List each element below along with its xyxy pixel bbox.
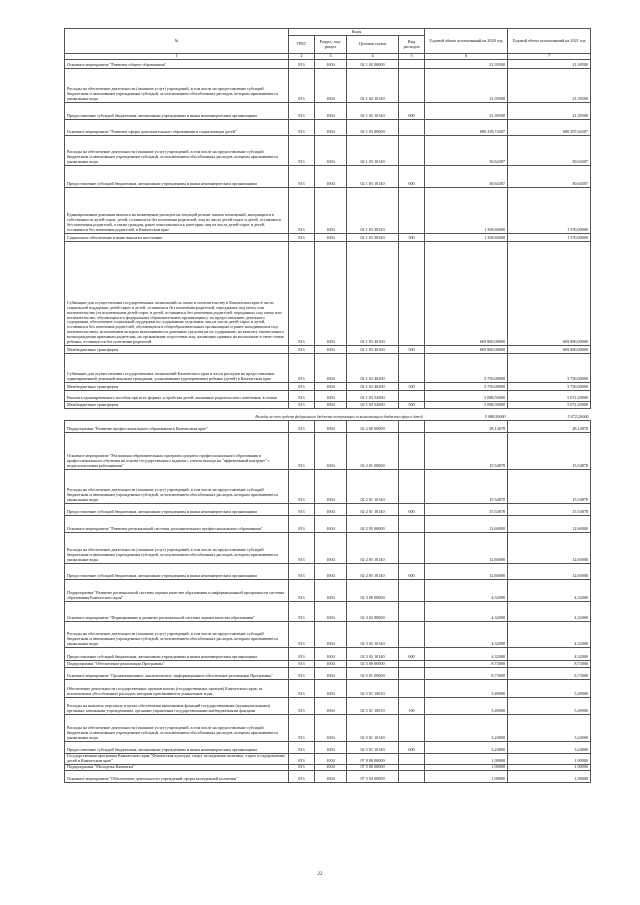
- row-cs: 02 2 05 00000: [347, 516, 399, 533]
- row-cs: 02 1 03 40160: [347, 242, 399, 346]
- row-amount-2020: 669 860,00000: [425, 346, 508, 354]
- row-amount-2020: 4,32000: [425, 602, 508, 622]
- row-amount-2020: 12,60000: [425, 564, 508, 580]
- row-name: Предоставление субсидий бюджетным, автономным учреждениям и иным некоммерческим организациям: [65, 166, 289, 188]
- header-name: №: [65, 29, 289, 54]
- row-cs: 02 3 02 00000: [347, 602, 399, 622]
- row-amount-2020: 3,24000: [425, 742, 508, 754]
- table-row: [65, 754, 591, 765]
- row-cs: 02 5 01 10010: [347, 698, 399, 715]
- row-grbs: 813: [289, 715, 315, 742]
- row-razdel: 1004: [315, 764, 347, 770]
- row-grbs: 813: [289, 661, 315, 668]
- row-razdel: 1004: [315, 234, 347, 242]
- table-row: [65, 470, 591, 504]
- row-name: Государственная программа Камчатского края "Физическая культура, спорт, молодежная политика, отдых и оздоровление детей в Камчатском крае": [65, 754, 289, 765]
- row-amount-2020: 669 860,00000: [425, 242, 508, 346]
- row-amount-2020: 12,60000: [425, 516, 508, 533]
- row-grbs: 813: [289, 668, 315, 680]
- row-razdel: 1004: [315, 166, 347, 188]
- row-grbs: 813: [289, 60, 315, 69]
- row-amount-2021: 15,54878: [508, 470, 591, 504]
- table-row: [65, 103, 591, 120]
- row-name: Основное мероприятие "Развитие общего образования": [65, 60, 289, 69]
- row-amount-2020: 15,54878: [425, 504, 508, 516]
- row-amount-2021: 1 570,00000: [508, 234, 591, 242]
- row-amount-2020: 3,24000: [425, 715, 508, 742]
- table-row: [65, 648, 591, 661]
- row-amount-2020: 5 088,50000: [425, 402, 508, 409]
- row-razdel: 1004: [315, 103, 347, 120]
- row-grbs: 813: [289, 421, 315, 433]
- row-cs: 02 2 01 10140: [347, 504, 399, 516]
- row-amount-2020: 1 309,60000: [425, 188, 508, 234]
- row-vr: [399, 69, 425, 103]
- table-row: [65, 166, 591, 188]
- row-razdel: 1004: [315, 516, 347, 533]
- row-amount-2021: 15,54878: [508, 504, 591, 516]
- row-cs: 02 1 02 10140: [347, 69, 399, 103]
- row-name: Субвенции для осуществления государственных полномочий по опеке и попечительству в Камчатском крае в части социальной поддержки детей-сирот и детей, оставшихся без попечения родителей, переданных под опеку или попечительство (за исключением детей-сирот и детей, оставшихся без попечения родителей, переданных под опеку или попечительство, обучающихся в федеральных образовательных организациях), по предоставлению денежного содержания, обеспечение социальной поддержки по содержанию отдельных лиц из числа детей-сирот и детей, оставшихся без попечения родителей, обучающихся в общеобразовательных организациях и ранее находившихся под попечительством, исполнением которых выплачиваются денежные средства на их содержание, на выплату ежемесячного вознаграждения приемным родителям, на организацию подготовки лиц, желающих принять на воспитание в свою семью ребенка, оставшегося без попечения родителей: [65, 242, 289, 346]
- row-grbs: 813: [289, 242, 315, 346]
- row-grbs: 813: [289, 742, 315, 754]
- row-grbs: 813: [289, 234, 315, 242]
- row-amount-2020: 21,39500: [425, 60, 508, 69]
- table-row: [65, 533, 591, 564]
- row-name: Социальное обеспечение и иные выплаты населению: [65, 234, 289, 242]
- row-razdel: 1004: [315, 136, 347, 166]
- row-razdel: 1004: [315, 120, 347, 136]
- row-razdel: 1004: [315, 668, 347, 680]
- row-vr: 600: [399, 504, 425, 516]
- row-amount-2021: 680 287,64307: [508, 120, 591, 136]
- row-amount-2020: 30,64307: [425, 136, 508, 166]
- row-cs: 02 5 01 00000: [347, 668, 399, 680]
- row-amount-2021: 15,54878: [508, 433, 591, 470]
- row-amount-2021: 12,60000: [508, 564, 591, 580]
- row-amount-2020: 1,90000: [425, 770, 508, 782]
- row-razdel: 1004: [315, 60, 347, 69]
- row-vr: [399, 120, 425, 136]
- table-row: [65, 391, 591, 402]
- row-grbs: 813: [289, 402, 315, 409]
- row-cs: 02 5 01 10010: [347, 680, 399, 698]
- row-cs: 02 5 01 10140: [347, 742, 399, 754]
- row-amount-2021: 1 570,00000: [508, 188, 591, 234]
- table-row: [65, 622, 591, 648]
- row-name: Расходы на обеспечение деятельности (оказание услуг) учреждений, в том числе на предоставление субсидий бюджетным и автономным учреждениям субсидий, за исключением обособленных расходов, которым присваиваются уникальные коды: [65, 622, 289, 648]
- row-name: Основное мероприятие "Реализация образовательных программ среднего профессионального образования и профессионального обучения на основе государственного задания с учетом выхода на "эффективный контракт" с педагогическими работниками": [65, 433, 289, 470]
- row-cs: 02 2 00 00000: [347, 421, 399, 433]
- row-grbs: 813: [289, 504, 315, 516]
- row-cs: 02 1 03 00000: [347, 120, 399, 136]
- index-cell: 4: [347, 54, 399, 60]
- header-2021: Годовой объем ассигнований на 2021 год: [508, 29, 591, 54]
- row-name: Выплата единовременного пособия при всех формах устройства детей, лишенных родительского попечения, в семью: [65, 391, 289, 402]
- row-vr: [399, 433, 425, 470]
- table-row: [65, 242, 591, 346]
- table-row: [65, 421, 591, 433]
- note-text: Расходы за счет средств федерального бюджета поступающих из вышестоящего бюджета сфере и детей: [65, 409, 425, 421]
- table-row: [65, 564, 591, 580]
- row-grbs: 813: [289, 580, 315, 602]
- row-cs: 02 2 05 10140: [347, 533, 399, 564]
- row-amount-2021: 30,64307: [508, 136, 591, 166]
- row-vr: [399, 715, 425, 742]
- row-razdel: 1004: [315, 648, 347, 661]
- row-name: Предоставление субсидий бюджетным, автономным учреждениям и иным некоммерческим организациям: [65, 742, 289, 754]
- row-razdel: 1004: [315, 346, 347, 354]
- row-grbs: 813: [289, 103, 315, 120]
- row-vr: [399, 533, 425, 564]
- row-vr: [399, 622, 425, 648]
- row-amount-2020: 21,39500: [425, 69, 508, 103]
- row-name: Основное мероприятие "Формирование и развитие региональной системы оценки качества образования": [65, 602, 289, 622]
- table-row: [65, 661, 591, 668]
- row-amount-2021: 4,32000: [508, 602, 591, 622]
- table-row: [65, 680, 591, 698]
- row-amount-2021: 1,90000: [508, 754, 591, 765]
- row-amount-2021: 1,90000: [508, 764, 591, 770]
- row-vr: [399, 242, 425, 346]
- row-grbs: 813: [289, 764, 315, 770]
- row-cs: 02 1 03 20320: [347, 234, 399, 242]
- row-razdel: 1004: [315, 622, 347, 648]
- row-amount-2020: 5,49000: [425, 698, 508, 715]
- row-razdel: 1004: [315, 754, 347, 765]
- row-amount-2021: 1,90000: [508, 770, 591, 782]
- row-razdel: 1004: [315, 698, 347, 715]
- row-cs: 02 1 02 10140: [347, 103, 399, 120]
- row-grbs: 813: [289, 533, 315, 564]
- table-row: [65, 136, 591, 166]
- budget-table: [64, 28, 591, 783]
- row-amount-2021: 30,64307: [508, 166, 591, 188]
- row-vr: [399, 391, 425, 402]
- index-cell: 2: [289, 54, 315, 60]
- row-amount-2021: 3 750,00000: [508, 354, 591, 383]
- row-grbs: 813: [289, 680, 315, 698]
- row-cs: 02 2 01 00000: [347, 433, 399, 470]
- index-cell: 1: [65, 54, 289, 60]
- row-razdel: 1004: [315, 715, 347, 742]
- header-codes: Коды: [289, 29, 425, 36]
- row-amount-2021: 12,60000: [508, 533, 591, 564]
- row-name: Предоставление субсидий бюджетным, автономным учреждениям и иным некоммерческим организациям: [65, 504, 289, 516]
- row-cs: 02 1 03 52600: [347, 391, 399, 402]
- row-amount-2021: 12,60000: [508, 516, 591, 533]
- row-cs: 02 1 03 40200: [347, 354, 399, 383]
- row-razdel: 1004: [315, 580, 347, 602]
- row-cs: 02 1 02 00000: [347, 60, 399, 69]
- row-cs: 02 2 01 10140: [347, 470, 399, 504]
- header-cs: Целевая статья: [347, 36, 399, 54]
- row-grbs: 813: [289, 120, 315, 136]
- row-razdel: 1004: [315, 602, 347, 622]
- row-vr: 600: [399, 648, 425, 661]
- row-name: Межбюджетные трансферты: [65, 402, 289, 409]
- row-amount-2020: 15,54878: [425, 433, 508, 470]
- row-amount-2020: 4,32000: [425, 622, 508, 648]
- row-grbs: 813: [289, 564, 315, 580]
- row-vr: [399, 580, 425, 602]
- table-row: [65, 770, 591, 782]
- table-row: [65, 60, 591, 69]
- row-amount-2020: 8,73000: [425, 668, 508, 680]
- row-razdel: 1004: [315, 242, 347, 346]
- table-row: [65, 742, 591, 754]
- budget-table-body: [65, 60, 591, 783]
- row-amount-2021: 4,32000: [508, 580, 591, 602]
- row-name: Предоставление субсидий бюджетным, автономным учреждениям и иным некоммерческим организациям: [65, 648, 289, 661]
- row-cs: 02 5 01 10140: [347, 715, 399, 742]
- row-vr: 300: [399, 234, 425, 242]
- row-razdel: 1004: [315, 742, 347, 754]
- table-row: [65, 354, 591, 383]
- row-grbs: 813: [289, 602, 315, 622]
- row-grbs: 813: [289, 698, 315, 715]
- row-name: Основное мероприятие "Обеспечение деятельности учреждений сферы молодежной политики": [65, 770, 289, 782]
- row-amount-2021: 3,24000: [508, 715, 591, 742]
- row-grbs: 813: [289, 622, 315, 648]
- table-row: [65, 668, 591, 680]
- row-name: Субвенции для осуществления государственных полномочий Камчатского края в части расходов на предоставление единовременной денежной выплаты гражданам, усыновившим (удочерившим) ребенка (детей) в Камчатском крае: [65, 354, 289, 383]
- row-vr: [399, 516, 425, 533]
- row-grbs: 813: [289, 354, 315, 383]
- row-amount-2020: 4,32000: [425, 580, 508, 602]
- table-row: [65, 433, 591, 470]
- row-cs: 02 5 00 00000: [347, 661, 399, 668]
- row-vr: 500: [399, 346, 425, 354]
- row-cs: 02 1 03 52600: [347, 402, 399, 409]
- row-name: Расходы на выплаты персоналу в целях обеспечения выполнения функций государственными (муниципальными) органами, казенными учреждениями, органами управления государственными внебюджетными фондами: [65, 698, 289, 715]
- row-vr: 600: [399, 103, 425, 120]
- row-grbs: 813: [289, 69, 315, 103]
- index-cell: 6: [425, 54, 508, 60]
- row-grbs: 813: [289, 470, 315, 504]
- row-amount-2020: 8,73000: [425, 661, 508, 668]
- row-vr: [399, 770, 425, 782]
- row-vr: [399, 470, 425, 504]
- row-name: Основное мероприятие "Организационное, аналитическое, информационное обеспечение реализации Программы": [65, 668, 289, 680]
- row-razdel: 1004: [315, 470, 347, 504]
- row-amount-2021: 8,73000: [508, 668, 591, 680]
- row-amount-2021: 28,14878: [508, 421, 591, 433]
- row-vr: [399, 136, 425, 166]
- row-name: Подпрограмма "Развитие региональной системы оценки качества образования и информационной прозрачности системы образования Камчатского края": [65, 580, 289, 602]
- row-name: Предоставление субсидий бюджетным, автономным учреждениям и иным некоммерческим организациям: [65, 564, 289, 580]
- row-razdel: 1004: [315, 383, 347, 391]
- row-amount-2020: 30,64307: [425, 166, 508, 188]
- row-razdel: 1004: [315, 391, 347, 402]
- row-vr: [399, 680, 425, 698]
- row-amount-2020: 3 750,00000: [425, 383, 508, 391]
- row-razdel: 1004: [315, 433, 347, 470]
- table-row: [65, 504, 591, 516]
- header-razdel: Раздел, под-раздел: [315, 36, 347, 54]
- row-name: Основное мероприятие "Развитие региональной системы дополнительного профессионального образования": [65, 516, 289, 533]
- table-row: [65, 698, 591, 715]
- row-cs: 02 1 03 20320: [347, 188, 399, 234]
- row-razdel: 1004: [315, 188, 347, 234]
- row-grbs: 813: [289, 516, 315, 533]
- row-amount-2021: 669 860,00000: [508, 346, 591, 354]
- note-amount-2020: 5 088,50000: [425, 409, 508, 421]
- row-amount-2020: 5 088,50000: [425, 391, 508, 402]
- table-row: [65, 383, 591, 391]
- row-vr: 600: [399, 564, 425, 580]
- row-name: Межбюджетные трансферты: [65, 346, 289, 354]
- table-row: [65, 580, 591, 602]
- row-cs: 02 1 03 10140: [347, 166, 399, 188]
- row-amount-2021: 3 750,00000: [508, 383, 591, 391]
- row-amount-2020: 1 309,60000: [425, 234, 508, 242]
- row-cs: 02 2 05 10140: [347, 564, 399, 580]
- row-grbs: 813: [289, 391, 315, 402]
- row-grbs: 813: [289, 136, 315, 166]
- row-amount-2020: 5,49000: [425, 680, 508, 698]
- table-row: [65, 69, 591, 103]
- row-amount-2020: 12,60000: [425, 533, 508, 564]
- row-vr: 600: [399, 166, 425, 188]
- row-vr: 100: [399, 698, 425, 715]
- header-grbs: ГРБС: [289, 36, 315, 54]
- row-vr: [399, 754, 425, 765]
- table-row: [65, 120, 591, 136]
- row-cs: 07 0 00 00000: [347, 754, 399, 765]
- row-vr: [399, 668, 425, 680]
- row-amount-2020: 28,14878: [425, 421, 508, 433]
- row-amount-2020: 15,54878: [425, 470, 508, 504]
- row-amount-2021: 5 072,20000: [508, 391, 591, 402]
- row-razdel: 1004: [315, 680, 347, 698]
- row-vr: [399, 60, 425, 69]
- row-razdel: 1004: [315, 421, 347, 433]
- row-cs: 02 1 03 10140: [347, 136, 399, 166]
- row-vr: [399, 421, 425, 433]
- row-grbs: 813: [289, 770, 315, 782]
- row-name: Расходы на обеспечение деятельности (оказание услуг) учреждений, в том числе на предоставление субсидий бюджетным и автономным учреждениям субсидий, за исключением обособленных расходов, которым присваиваются уникальные коды: [65, 136, 289, 166]
- row-vr: 500: [399, 383, 425, 391]
- row-cs: 02 3 02 10140: [347, 648, 399, 661]
- row-grbs: 813: [289, 188, 315, 234]
- row-amount-2020: 4,32000: [425, 648, 508, 661]
- row-amount-2021: 5 072,20000: [508, 402, 591, 409]
- row-name: Расходы на обеспечение деятельности (оказание услуг) учреждений, в том числе на предоставление субсидий бюджетным и автономным учреждениям субсидий, за исключением обособленных расходов, которым присваиваются уникальные коды: [65, 715, 289, 742]
- row-name: Подпрограмма "Молодежь Камчатки": [65, 764, 289, 770]
- index-cell: 3: [315, 54, 347, 60]
- row-razdel: 1004: [315, 354, 347, 383]
- row-razdel: 1004: [315, 504, 347, 516]
- row-vr: 500: [399, 402, 425, 409]
- row-razdel: 1004: [315, 770, 347, 782]
- row-name: Расходы на обеспечение деятельности (оказание услуг) учреждений, в том числе на предоставление субсидий бюджетным и автономным учреждениям субсидий, за исключением обособленных расходов, которым присваиваются уникальные коды: [65, 533, 289, 564]
- row-amount-2021: 669 860,00000: [508, 242, 591, 346]
- row-amount-2020: 1,90000: [425, 754, 508, 765]
- row-name: Единовременная денежная выплата на возмещение расходов на текущий ремонт жилых помещений, находящихся в собственности детей-сирот, детей, оставшихся без попечения родителей, лиц из числа детей-сирот и детей, оставшихся без попечения родителей, а также граждан, ранее относившихся к категории лиц из числа детей-сирот и детей, оставшихся без попечения родителей, в Камчатском крае: [65, 188, 289, 234]
- row-vr: [399, 661, 425, 668]
- index-cell: 7: [508, 54, 591, 60]
- row-amount-2021: 5,49000: [508, 680, 591, 698]
- row-cs: 02 3 00 00000: [347, 580, 399, 602]
- row-grbs: 813: [289, 166, 315, 188]
- row-amount-2021: 3,24000: [508, 742, 591, 754]
- row-cs: 02 1 03 40160: [347, 346, 399, 354]
- row-amount-2021: 5,49000: [508, 698, 591, 715]
- row-vr: [399, 602, 425, 622]
- row-name: Расходы на обеспечение деятельности (оказание услуг) учреждений, в том числе на предоставление субсидий бюджетным и автономным учреждениям субсидий, за исключением обособленных расходов, которым присваиваются уникальные коды: [65, 470, 289, 504]
- row-name: Обеспечение деятельности государственных органов власти (государственных органов) Камчатского края, за исключением обособленных расходов, которым присваиваются уникальные коды: [65, 680, 289, 698]
- row-razdel: 1004: [315, 402, 347, 409]
- table-row: [65, 402, 591, 409]
- note-row: [65, 409, 591, 421]
- row-amount-2020: 680 239,74307: [425, 120, 508, 136]
- header-2020: Годовой объем ассигнований на 2020 год: [425, 29, 508, 54]
- row-grbs: 813: [289, 383, 315, 391]
- row-grbs: 813: [289, 754, 315, 765]
- row-vr: [399, 188, 425, 234]
- row-cs: 02 1 03 40200: [347, 383, 399, 391]
- row-amount-2021: 4,32000: [508, 648, 591, 661]
- table-row: [65, 346, 591, 354]
- row-name: Предоставление субсидий бюджетным, автономным учреждениям и иным некоммерческим организациям: [65, 103, 289, 120]
- row-amount-2021: 21,39500: [508, 69, 591, 103]
- table-row: [65, 602, 591, 622]
- row-cs: 07 5 00 00000: [347, 764, 399, 770]
- row-vr: 600: [399, 742, 425, 754]
- row-amount-2020: 3 750,00000: [425, 354, 508, 383]
- row-vr: [399, 354, 425, 383]
- row-razdel: 1004: [315, 661, 347, 668]
- row-grbs: 813: [289, 648, 315, 661]
- row-amount-2021: 8,73000: [508, 661, 591, 668]
- row-razdel: 1004: [315, 533, 347, 564]
- row-amount-2021: 21,39500: [508, 103, 591, 120]
- table-row: [65, 516, 591, 533]
- note-amount-2021: 5 072,20000: [508, 409, 591, 421]
- row-amount-2021: 4,32000: [508, 622, 591, 648]
- row-razdel: 1004: [315, 564, 347, 580]
- budget-table-sheet: [64, 28, 590, 783]
- table-row: [65, 234, 591, 242]
- row-cs: 07 5 04 00000: [347, 770, 399, 782]
- row-name: Расходы на обеспечение деятельности (оказание услуг) учреждений, в том числе на предоставление субсидий бюджетным и автономным учреждениям субсидий, за исключением обособленных расходов, которым присваиваются уникальные коды: [65, 69, 289, 103]
- row-name: Межбюджетные трансферты: [65, 383, 289, 391]
- header-vr: Вид расходов: [399, 36, 425, 54]
- row-amount-2020: 1,90000: [425, 764, 508, 770]
- row-razdel: 1004: [315, 69, 347, 103]
- page-number: 22: [317, 872, 323, 877]
- row-cs: 02 3 02 10140: [347, 622, 399, 648]
- row-amount-2021: 21,39500: [508, 60, 591, 69]
- row-grbs: 813: [289, 346, 315, 354]
- index-cell: 5: [399, 54, 425, 60]
- row-name: Подпрограмма "Развитие профессионального образования в Камчатском крае": [65, 421, 289, 433]
- table-row: [65, 715, 591, 742]
- row-grbs: 813: [289, 433, 315, 470]
- table-row: [65, 188, 591, 234]
- row-name: Основное мероприятие "Развитие сферы дополнительного образования и социализации детей": [65, 120, 289, 136]
- row-name: Подпрограмма "Обеспечение реализации Программы": [65, 661, 289, 668]
- row-amount-2020: 21,39500: [425, 103, 508, 120]
